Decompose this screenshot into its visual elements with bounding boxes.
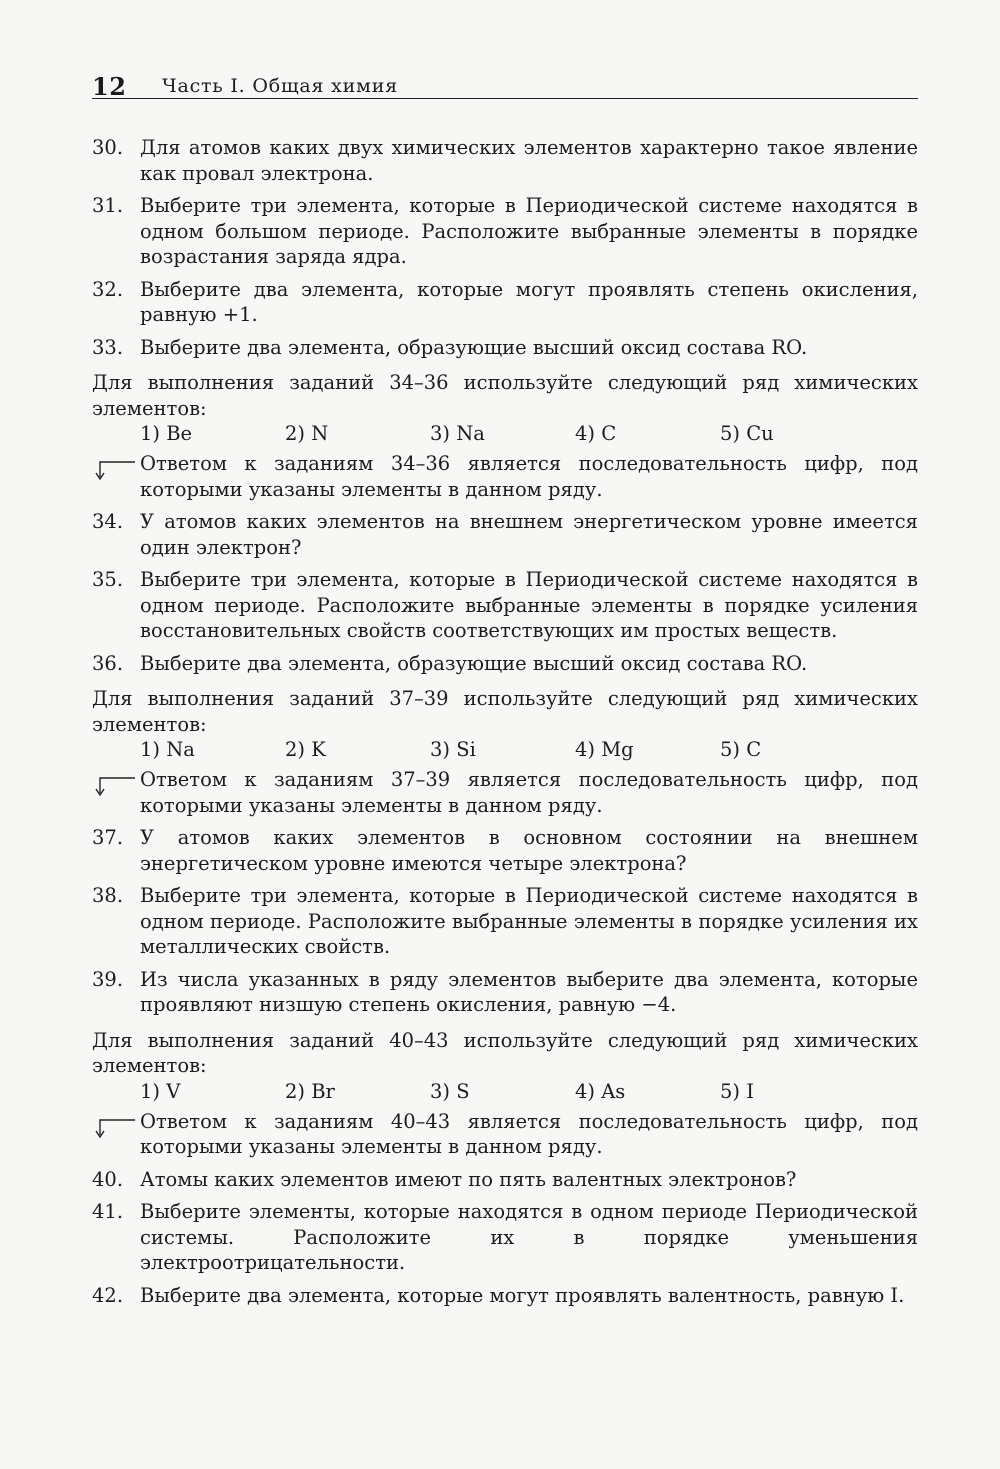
element-option: 2) N — [285, 422, 329, 445]
task-number: 41. — [92, 1200, 124, 1223]
page-number: 12 — [92, 72, 127, 101]
task-number: 38. — [92, 884, 124, 907]
task-text: Выберите три элемента, которые в Периодической системе находятся в одном периоде. Расположите выбранные элементы в порядке усиления восстановительных свойств соответствующих им простых веществ. — [140, 568, 918, 642]
task-text: Выберите элементы, которые находятся в одном периоде Периодической системы. Расположите их в порядке уменьшения электроотрицательности. — [140, 1200, 918, 1274]
element-row-37-39 — [92, 737, 918, 764]
element-option: 1) Na — [140, 738, 195, 761]
task-text: Для атомов каких двух химических элементов характерно такое явление как провал электрона. — [140, 136, 918, 185]
task-32 — [92, 277, 918, 328]
answer-arrow-icon — [92, 777, 136, 797]
task-number: 42. — [92, 1283, 124, 1307]
task-text: Из числа указанных в ряду элементов выберите два элемента, которые проявляют низшую степень окисления, равную −4. — [140, 967, 918, 1016]
answer-note-34-36 — [92, 451, 918, 502]
note-text: Ответом к заданиям 37–39 является последовательность цифр, под которыми указаны элементы в данном ряду. — [140, 768, 918, 817]
task-text: Выберите три элемента, которые в Периодической системе находятся в одном периоде. Расположите выбранные элементы в порядке усиления их металлических свойств. — [140, 884, 918, 958]
task-37 — [92, 825, 918, 876]
element-row-40-43 — [92, 1079, 918, 1106]
task-number: 40. — [92, 1167, 124, 1191]
running-title: Часть I. Общая химия — [162, 75, 398, 97]
task-text: У атомов каких элементов на внешнем энергетическом уровне имеется один электрон? — [140, 510, 918, 559]
answer-note-37-39 — [92, 767, 918, 818]
element-option: 1) V — [140, 1079, 181, 1103]
element-option: 5) Cu — [720, 422, 774, 445]
task-33 — [92, 335, 918, 361]
task-39 — [92, 967, 918, 1018]
task-42 — [92, 1283, 918, 1309]
element-option: 4) Mg — [575, 738, 634, 761]
task-text: Выберите два элемента, образующие высший оксид состава RO. — [140, 651, 808, 675]
answer-arrow-icon — [92, 461, 136, 481]
task-31 — [92, 193, 918, 270]
task-number: 34. — [92, 510, 124, 533]
page-content — [92, 135, 918, 1315]
element-row-34-36 — [92, 421, 918, 448]
element-option: 4) As — [575, 1079, 626, 1103]
task-number: 37. — [92, 826, 124, 849]
elements-intro-34-36: Для выполнения заданий 34–36 используйте следующий ряд химических элементов: — [92, 371, 918, 420]
task-36 — [92, 651, 918, 677]
task-34 — [92, 509, 918, 560]
task-number: 33. — [92, 335, 124, 359]
task-41 — [92, 1199, 918, 1276]
element-option: 2) Br — [285, 1079, 335, 1103]
task-number: 35. — [92, 568, 124, 591]
task-40 — [92, 1167, 918, 1193]
task-text: Выберите два элемента, которые могут проявлять степень окисления, равную +1. — [140, 277, 918, 326]
task-number: 30. — [92, 136, 124, 159]
answer-note-40-43 — [92, 1109, 918, 1160]
task-text: Выберите три элемента, которые в Периодической системе находятся в одном большом периоде. Расположите выбранные элементы в порядке возрастания заряда ядра. — [140, 194, 918, 268]
task-30 — [92, 135, 918, 186]
page-header — [92, 68, 918, 99]
elements-intro-37-39: Для выполнения заданий 37–39 используйте следующий ряд химических элементов: — [92, 687, 918, 736]
element-option: 3) Na — [430, 422, 485, 445]
task-text: У атомов каких элементов в основном состоянии на внешнем энергетическом уровне имеются четыре электрона? — [140, 826, 918, 875]
task-text: Выберите два элемента, образующие высший оксид состава RO. — [140, 335, 808, 359]
elements-intro-40-43: Для выполнения заданий 40–43 используйте следующий ряд химических элементов: — [92, 1028, 918, 1077]
element-option: 5) I — [720, 1079, 754, 1103]
element-option: 4) C — [575, 422, 617, 445]
task-number: 39. — [92, 967, 124, 991]
element-option: 3) Si — [430, 738, 476, 761]
task-number: 36. — [92, 651, 124, 675]
element-option: 1) Be — [140, 422, 193, 445]
task-number: 32. — [92, 277, 124, 301]
answer-arrow-icon — [92, 1119, 136, 1139]
task-38 — [92, 883, 918, 960]
task-text: Атомы каких элементов имеют по пять валентных электронов? — [140, 1167, 797, 1191]
element-option: 3) S — [430, 1079, 470, 1103]
task-number: 31. — [92, 194, 124, 217]
task-35 — [92, 567, 918, 644]
element-option: 2) K — [285, 738, 326, 761]
element-option: 5) C — [720, 738, 762, 761]
task-text: Выберите два элемента, которые могут проявлять валентность, равную I. — [140, 1283, 905, 1307]
note-text: Ответом к заданиям 34–36 является последовательность цифр, под которыми указаны элементы в данном ряду. — [140, 452, 918, 501]
note-text: Ответом к заданиям 40–43 является последовательность цифр, под которыми указаны элементы в данном ряду. — [140, 1109, 918, 1158]
